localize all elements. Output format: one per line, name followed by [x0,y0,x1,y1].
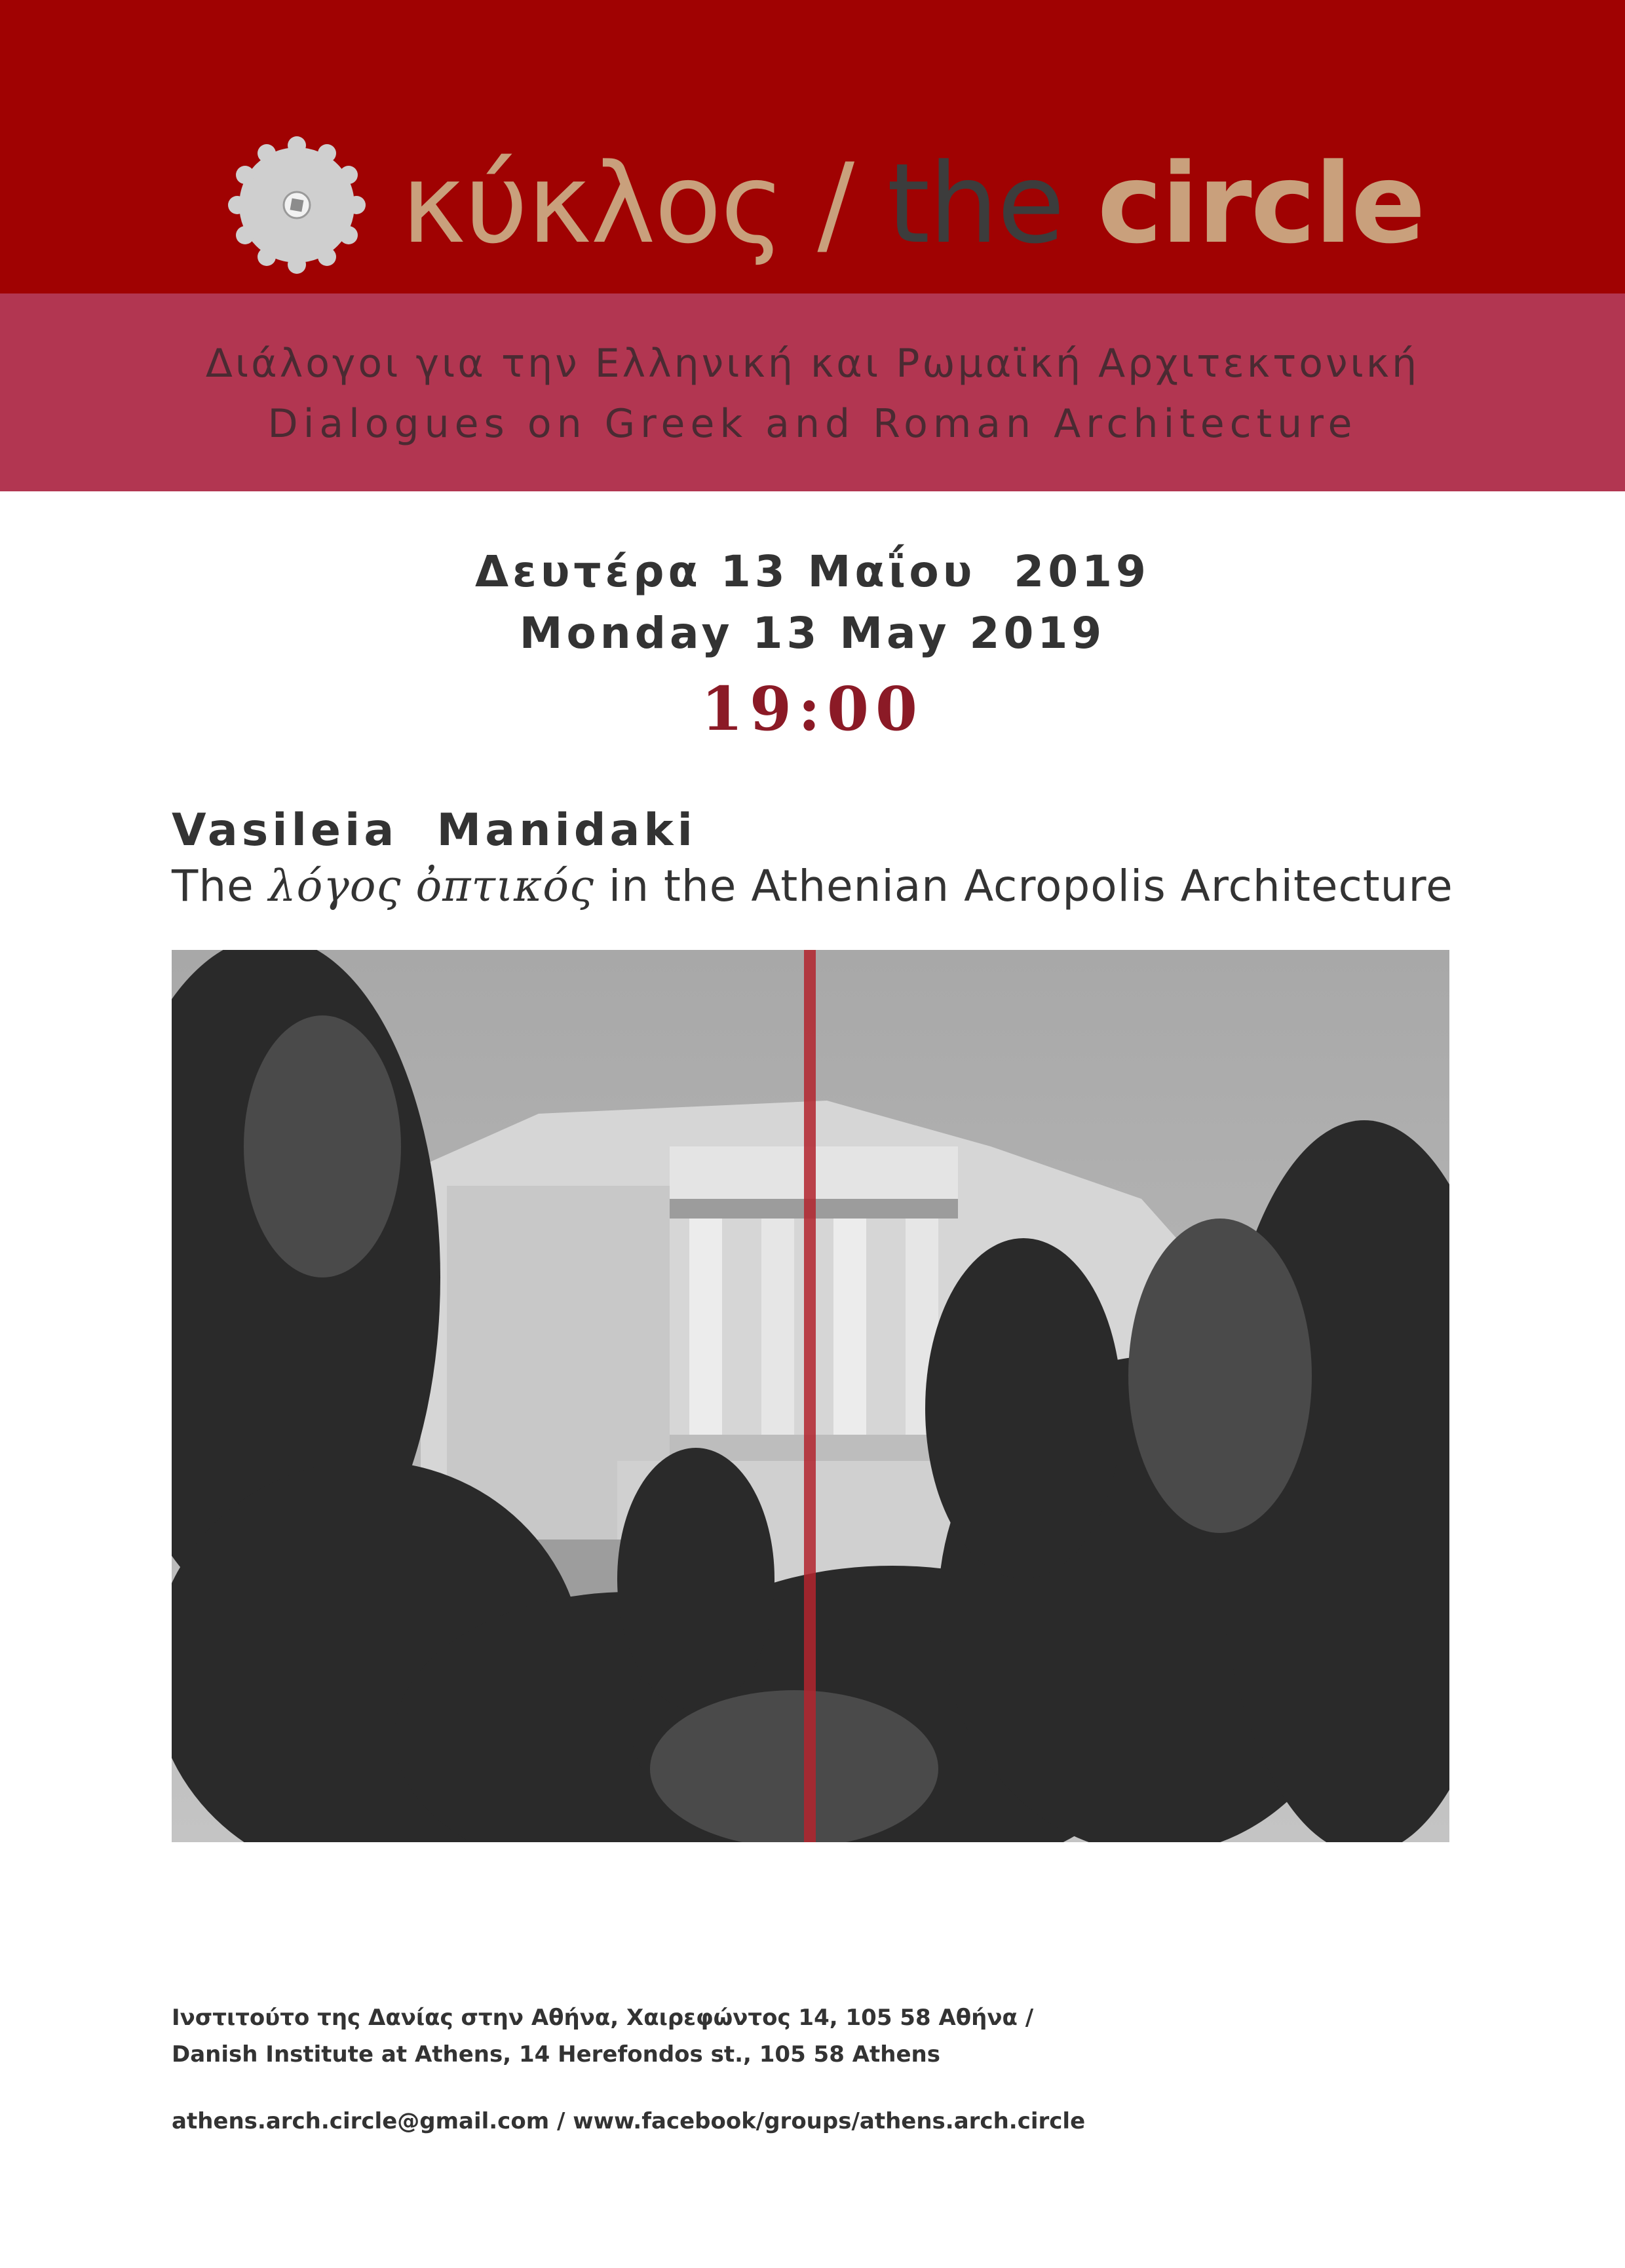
gear-icon [228,136,366,274]
speaker-name: Vasileia Manidaki [172,804,697,856]
acropolis-photo [172,950,1449,1842]
subtitle-band [0,293,1625,491]
photo-graphic [172,950,1449,1842]
lecture-title [172,861,1453,911]
date-english: Monday 13 May 2019 [519,608,1106,658]
lecture-title-prefix: The [172,861,254,911]
lecture-title-suffix: in the Athenian Acropolis Architecture [608,861,1453,911]
event-time: 19:00 [700,673,924,744]
title-slash: / [817,140,854,268]
title-greek: κύκλος [401,140,784,268]
page-title [401,128,1424,279]
lecture-title-greek: λόγος ὀπτικός [268,861,594,911]
footer-address-greek: Ινστιτούτο της Δανίας στην Αθήνα, Χαιρεφώντος 14, 105 58 Αθήνα / [172,2005,1034,2031]
footer-contact-link[interactable]: athens.arch.circle@gmail.com / www.facebook/groups/athens.arch.circle [172,2108,1086,2134]
title-circle: circle [1097,140,1424,268]
title-the: the [887,140,1064,268]
subtitle-greek: Διάλογοι για την Ελληνική και Ρωμαϊκή Αρχιτεκτονική [205,341,1420,387]
subtitle-english: Dialogues on Greek and Roman Architecture [267,401,1358,447]
date-greek: Δευτέρα 13 Μαΐου 2019 [475,546,1150,597]
footer-address-english: Danish Institute at Athens, 14 Herefondos st., 105 58 Athens [172,2041,940,2068]
